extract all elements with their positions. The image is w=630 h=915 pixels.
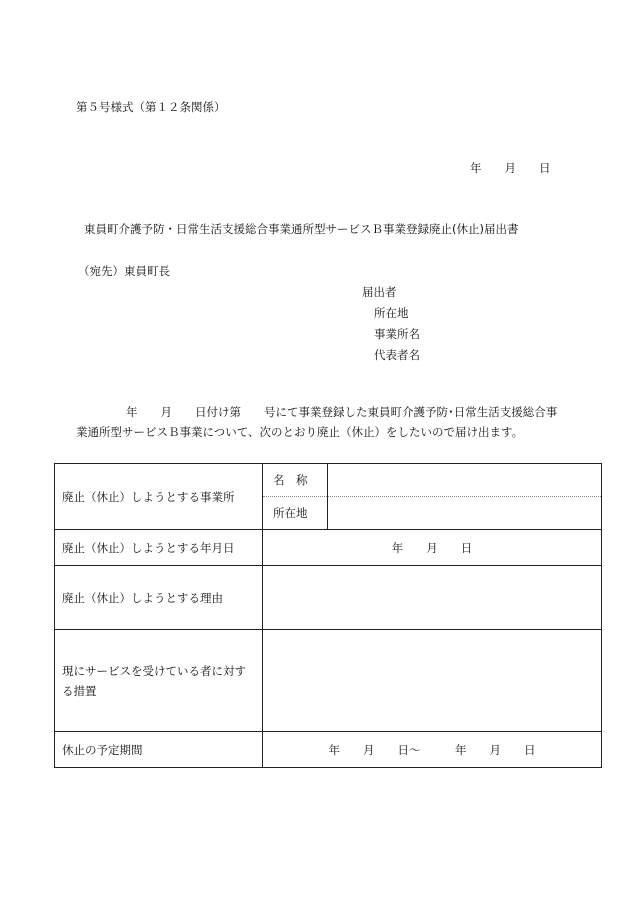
- facility-name-key: 名 称: [263, 464, 328, 496]
- closure-reason-field[interactable]: [263, 566, 602, 630]
- applicant-address-label: 所在地: [374, 306, 409, 320]
- measures-field[interactable]: [263, 630, 602, 732]
- notification-body-text: 年 月 日付け第 号にて事業登録した東員町介護予防･日常生活支援総合事業通所型サービスＢ事業について、次のとおり廃止（休止）をしたいので届け出ます。: [76, 405, 558, 439]
- form-number: 第５号様式（第１２条関係）: [76, 100, 226, 114]
- notification-body: [76, 403, 566, 442]
- facility-details-cell: [263, 464, 602, 530]
- facility-name-field[interactable]: [328, 464, 602, 496]
- facility-details: [263, 464, 601, 529]
- table-row-date: [55, 530, 602, 566]
- table-row-reason: [55, 566, 602, 630]
- table-row-facility: [55, 464, 602, 530]
- closure-date-field[interactable]: 年 月 日: [263, 530, 602, 566]
- table-row-suspension-period: [55, 732, 602, 768]
- facility-address-field[interactable]: [328, 496, 602, 529]
- notification-table: [54, 463, 602, 768]
- closure-reason-label: 廃止（休止）しようとする理由: [55, 566, 263, 630]
- facility-label: 廃止（休止）しようとする事業所: [55, 464, 263, 530]
- applicant-representative-label: 代表者名: [374, 348, 420, 362]
- table-row-measures: [55, 630, 602, 732]
- facility-address-key: 所在地: [263, 496, 328, 529]
- closure-date-label: 廃止（休止）しようとする年月日: [55, 530, 263, 566]
- suspension-period-label: 休止の予定期間: [55, 732, 263, 768]
- measures-label: 現にサービスを受けている者に対する措置: [55, 630, 263, 732]
- document-title: 東員町介護予防・日常生活支援総合事業通所型サービスＢ事業登録廃止(休止)届出書: [84, 222, 519, 236]
- suspension-period-field[interactable]: 年 月 日～ 年 月 日: [263, 732, 602, 768]
- applicant-label: 届出者: [362, 285, 397, 299]
- addressee: （宛先）東員町長: [78, 264, 170, 278]
- submission-date: 年 月 日: [470, 161, 551, 175]
- applicant-office-name-label: 事業所名: [374, 327, 420, 341]
